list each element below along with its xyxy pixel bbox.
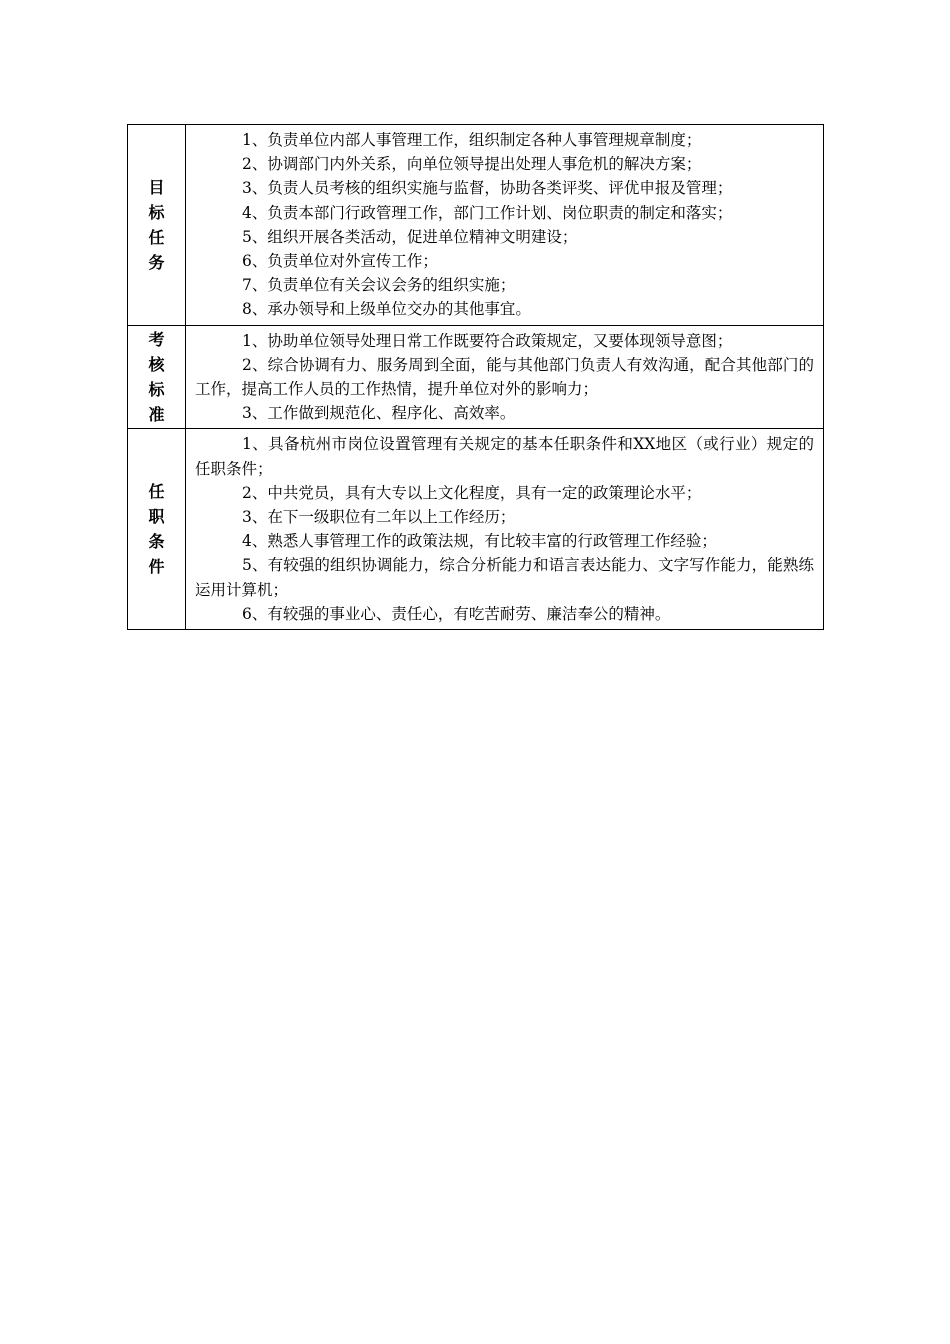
section-row-qualifications — [128, 429, 824, 630]
section-label-goals: 目标任务 — [148, 177, 165, 272]
goal-item: 3、负责人员考核的组织实施与监督，协助各类评奖、评优申报及管理； — [242, 179, 733, 198]
section-content-goals — [186, 125, 824, 326]
qualification-item: 4、熟悉人事管理工作的政策法规，有比较丰富的行政管理工作经验； — [242, 532, 717, 551]
goal-item: 6、负责单位对外宣传工作； — [242, 252, 438, 271]
qualification-item: 1、具备杭州市岗位设置管理有关规定的基本任职条件和XX地区（或行业）规定的任职条件； — [195, 435, 814, 478]
goal-item: 2、协调部门内外关系，向单位领导提出处理人事危机的解决方案； — [242, 155, 702, 174]
goal-item: 5、组织开展各类活动，促进单位精神文明建设； — [242, 227, 578, 246]
goal-item: 1、负责单位内部人事管理工作，组织制定各种人事管理规章制度； — [242, 131, 702, 149]
section-label-cell — [128, 125, 186, 326]
goal-item: 4、负责本部门行政管理工作，部门工作计划、岗位职责的制定和落实； — [242, 203, 733, 222]
assessment-item: 2、综合协调有力、服务周到全面，能与其他部门负责人有效沟通，配合其他部门的工作，提高工作人员的工作热情，提升单位对外的影响力； — [195, 355, 814, 399]
assessment-item: 3、工作做到规范化、程序化、高效率。 — [242, 404, 516, 423]
section-label-cell — [128, 325, 186, 429]
section-row-assessment — [128, 325, 824, 429]
qualification-item: 6、有较强的事业心、责任心，有吃苦耐劳、廉洁奉公的精神。 — [242, 604, 671, 623]
section-content-assessment — [186, 325, 824, 429]
qualification-item: 3、在下一级职位有二年以上工作经历； — [242, 508, 516, 527]
assessment-item: 1、协助单位领导处理日常工作既要符合政策规定，又要体现领导意图； — [242, 331, 733, 350]
goal-item: 7、负责单位有关会议会务的组织实施； — [242, 276, 516, 295]
section-label-cell — [128, 429, 186, 630]
goal-item: 8、承办领导和上级单位交办的其他事宜。 — [242, 300, 531, 319]
job-description-table — [127, 124, 824, 630]
qualification-item: 2、中共党员，具有大专以上文化程度，具有一定的政策理论水平； — [242, 483, 702, 502]
section-content-qualifications — [186, 429, 824, 630]
qualification-item: 5、有较强的组织协调能力，综合分析能力和语言表达能力、文字写作能力，能熟练运用计算机； — [195, 556, 814, 599]
section-label-qualifications: 任职条件 — [148, 482, 165, 577]
section-label-assessment: 考核标准 — [148, 330, 165, 425]
section-row-goals — [128, 125, 824, 326]
